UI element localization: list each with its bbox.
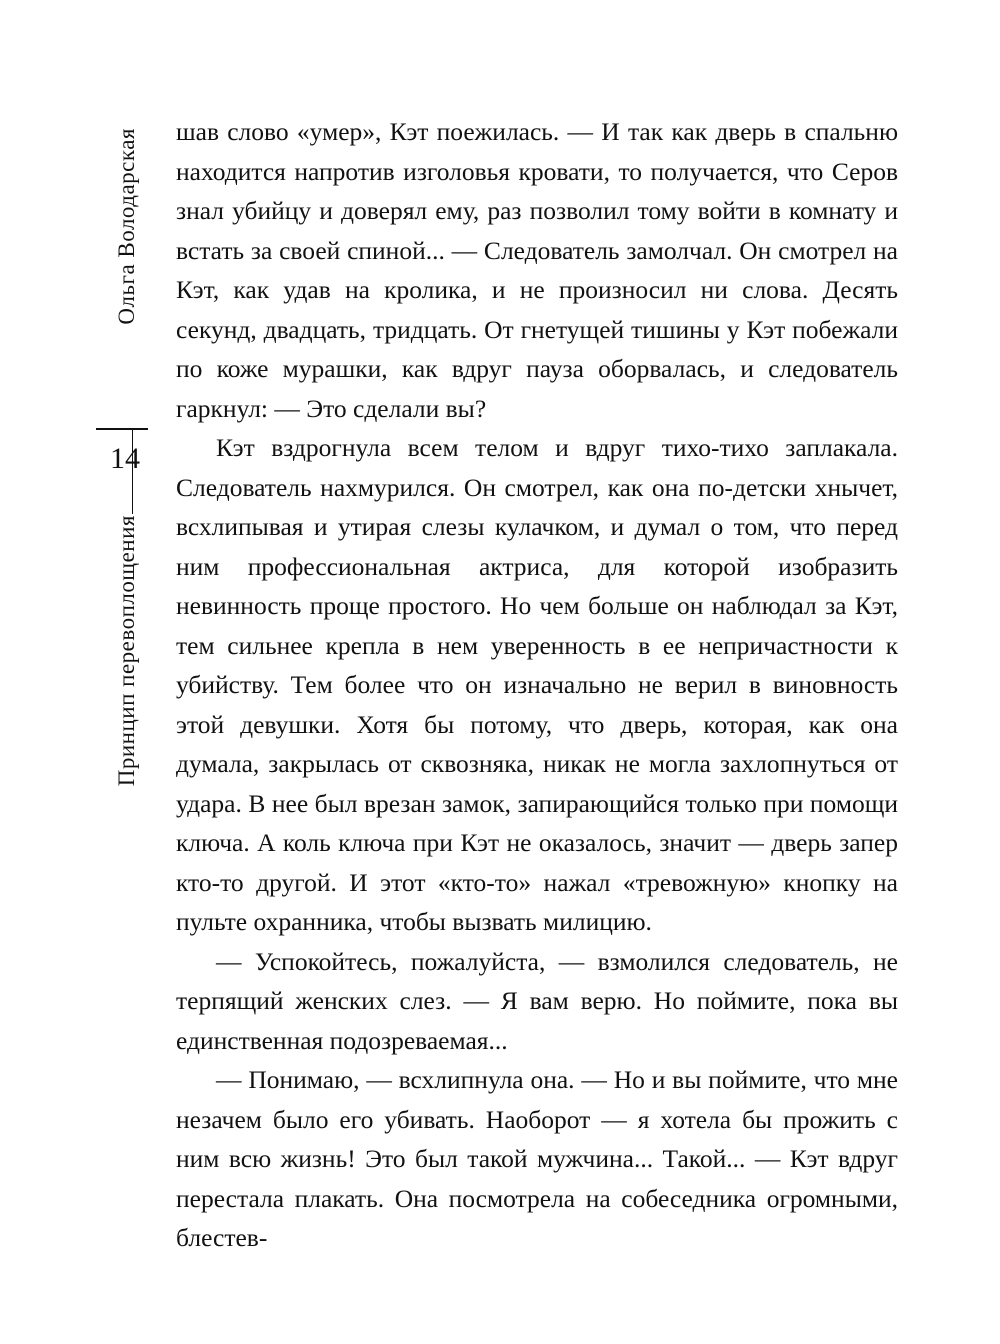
- running-head-margin: [96, 110, 176, 1230]
- margin-divider-horizontal: [96, 428, 148, 430]
- paragraph: Кэт вздрогнула всем телом и вдруг тихо-тихо заплакала. Следователь нахмурился. Он смотрел, как она по-детски хнычет, всхлипывая и утирая слезы кулачком, и думал о том, что перед ним профессиональная актриса, для которой изобразить невинность проще простого. Но чем больше он наблюдал за Кэт, тем сильнее крепла в нем уверенность в ее непричастности к убийству. Тем более что он изначально не верил в виновность этой девушки. Хотя бы потому, что дверь, которая, как она думала, закрылась от сквозняка, никак не могла захлопнуться от удара. В нее был врезан замок, запирающийся только при помощи ключа. А коль ключа при Кэт не оказалось, значит — дверь запер кто-то другой. И этот «кто-то» нажал «тревожную» кнопку на пульте охранника, чтобы вызвать милицию.: [176, 433, 898, 936]
- paragraph: шав слово «умер», Кэт поежилась. — И так как дверь в спальню находится напротив изголовья кровати, то получается, что Серов знал убийцу и доверял ему, раз позволил тому войти в комнату и встать за своей спиной... — Следователь замолчал. Он смотрел на Кэт, как удав на кролика, и не произносил ни слова. Десять секунд, двадцать, тридцать. От гнетущей тишины у Кэт побежали по коже мурашки, как вдруг пауза оборвалась, и следователь гаркнул: — Это сделали вы?: [176, 117, 898, 423]
- page-text-column: [176, 112, 898, 1258]
- book-title-running-head: Принцип перевоплощения: [114, 515, 139, 787]
- author-running-head: Ольга Володарская: [114, 128, 139, 325]
- paragraph: — Понимаю, — всхлипнула она. — Но и вы поймите, что мне незачем было его убивать. Наоборот — я хотела бы прожить с ним всю жизнь! Это был такой мужчина... Такой... — Кэт вдруг перестала плакать. Она посмотрела на собеседника огромными, блестев-: [176, 1065, 898, 1252]
- paragraph: — Успокойтесь, пожалуйста, — взмолился следователь, не терпящий женских слез. — Я вам верю. Но поймите, пока вы единственная подозреваемая...: [176, 946, 898, 1055]
- page-number: 14: [110, 442, 140, 475]
